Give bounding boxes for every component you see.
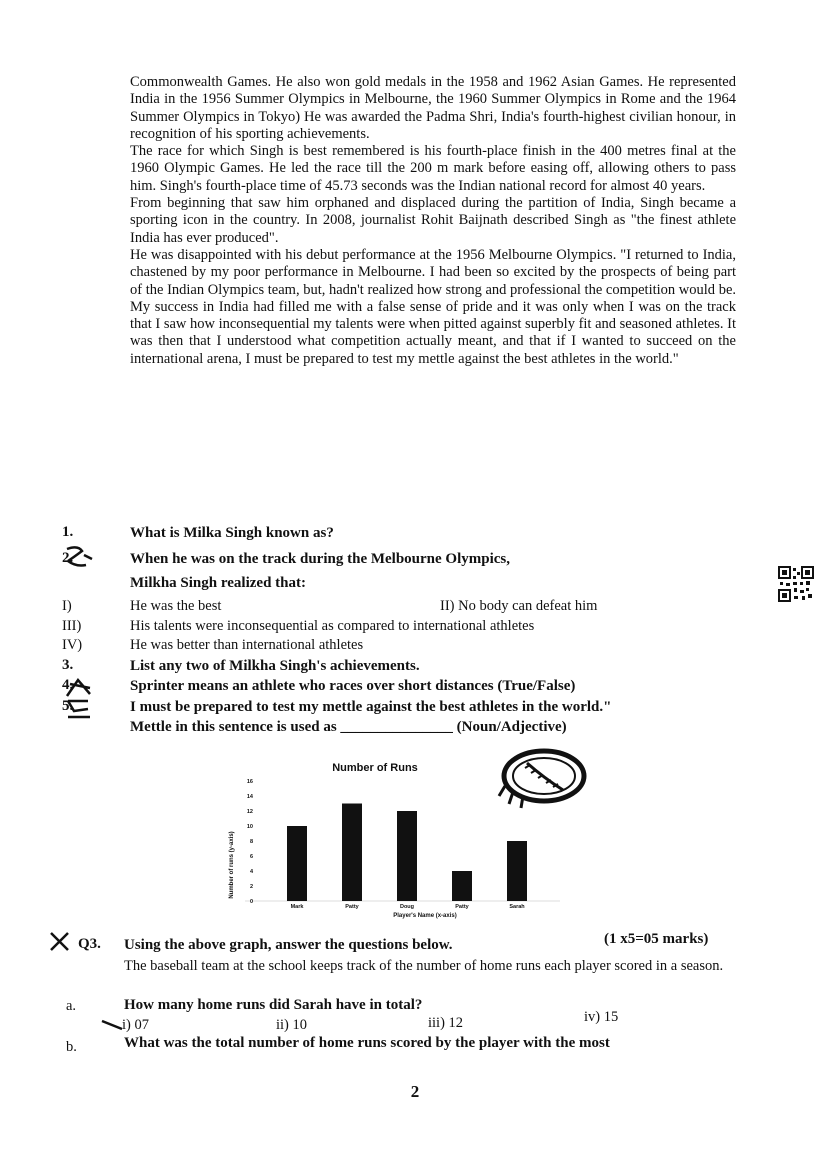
question-a-option-3: iii) 12 [428, 1015, 464, 1031]
reading-passage [130, 74, 736, 368]
handwritten-mark-icon [64, 697, 94, 727]
q3-number: 3. [62, 657, 74, 673]
q5-text-line1: I must be prepared to test my mettle against the best athletes in the world." [130, 699, 612, 715]
chart-bar [452, 871, 472, 901]
handwritten-mark-icon [64, 545, 94, 579]
chart-y-axis-label: Number of runs (y-axis) [229, 831, 235, 899]
q2-number: 2. [62, 550, 74, 566]
q5-text-line2: Mettle in this sentence is used as _______________ (Noun/Adjective) [130, 719, 567, 735]
chart-y-tick-label: 2 [249, 884, 253, 890]
q2-option-4-number: IV) [62, 637, 83, 653]
q2-option-3: His talents were inconsequential as compared to international athletes [130, 618, 535, 634]
q2-text-line1: When he was on the track during the Melbourne Olympics, [130, 551, 511, 567]
q4-text: Sprinter means an athlete who races over short distances (True/False) [130, 678, 576, 694]
question-a-option-1: i) 07 [122, 1017, 149, 1033]
passage-paragraph-1: Commonwealth Games. He also won gold medals in the 1958 and 1962 Asian Games. He represented India in the 1956 Summer Olympics in Melbourne, the 1960 Summer Olympics in Rome and the 1964 Summer Olympics in Tokyo) He was awarded the Padma Shri, India's fourth-highest civilian honour, in recognition of his sporting achievements. [130, 74, 736, 142]
chart-y-tick-label: 12 [246, 809, 253, 815]
section3-number: Q3. [78, 936, 101, 952]
section3-instruction: Using the above graph, answer the questions below. [124, 937, 453, 953]
chart-y-tick-label: 0 [249, 899, 253, 905]
q3-text: List any two of Milkha Singh's achievements. [130, 658, 420, 674]
chart-title: Number of Runs [332, 762, 418, 774]
handwritten-tick-icon [100, 1014, 124, 1037]
chart-x-tick-label: Doug [399, 904, 415, 910]
chart-y-tick-label: 4 [249, 869, 253, 875]
chart-y-tick-label: 10 [246, 824, 253, 830]
chart-bar [342, 804, 362, 902]
question-b-letter: b. [66, 1039, 77, 1055]
chart-x-tick-label: Mark [290, 904, 304, 910]
question-a-letter: a. [66, 998, 77, 1014]
q2-option-4: He was better than international athletes [130, 637, 364, 653]
q5-number: 5. [62, 698, 74, 714]
q2-option-1-number: I) [62, 598, 72, 614]
chart-y-tick-label: 16 [246, 779, 253, 785]
chart-y-tick-label: 6 [249, 854, 253, 860]
question-b-text: What was the total number of home runs scored by the player with the most [124, 1035, 610, 1051]
chart-x-tick-label: Patty [455, 904, 469, 910]
handwritten-mark-icon [48, 930, 78, 962]
q4-number: 4. [62, 677, 74, 693]
q1-number: 1. [62, 524, 74, 540]
chart-bar [507, 841, 527, 901]
passage-paragraph-4: He was disappointed with his debut performance at the 1956 Melbourne Olympics. "I returned to India, chastened by my poor performance in Melbourne. I had been so excited by the prospects of being part of the Indian Olympics team, but, hadn't realized how strong and professional the competition would be. My success in India had filled me with a false sense of pride and it was only when I was on the track that I saw how inconsequential my talents were when pitted against superbly fit and seasoned athletes. It was then that I understood what competition actually meant, and that if I wanted to succeed on the international arena, I must be prepared to test my mettle against the best athletes in the world." [130, 246, 737, 367]
chart-bar [397, 811, 417, 901]
chart-x-tick-label: Sarah [509, 904, 525, 910]
passage-paragraph-2: The race for which Singh is best remembered is his fourth-place finish in the 400 metres final at the 1960 Olympic Games. He led the race till the 200 m mark before easing off, allowing others to pass him. Singh's fourth-place time of 45.73 seconds was the Indian national record for almost 40 years. [130, 143, 736, 194]
q2-option-1: He was the best [130, 598, 222, 614]
question-a-option-2: ii) 10 [276, 1017, 308, 1033]
q2-option-2: II) No body can defeat him [440, 598, 598, 614]
question-a-option-4: iv) 15 [584, 1009, 619, 1025]
q2-text-line2: Milkha Singh realized that: [130, 575, 306, 591]
passage-paragraph-3: From beginning that saw him orphaned and displaced during the partition of India, Singh became a sporting icon in the country. In 2008, journalist Rohit Baijnath described Singh as "the finest athlete India has ever produced". [130, 195, 736, 246]
chart-x-axis-label: Player's Name (x-axis) [393, 913, 457, 919]
section3-marks: (1 x5=05 marks) [604, 931, 709, 947]
qr-code-icon [778, 566, 814, 602]
chart-bar [287, 826, 307, 901]
page-number: 2 [410, 1082, 420, 1101]
question-a-text: How many home runs did Sarah have in total? [124, 997, 423, 1013]
baseball-clipart-icon [497, 748, 587, 810]
q2-option-3-number: III) [62, 618, 82, 634]
chart-y-tick-label: 14 [246, 794, 253, 800]
section3-intro: The baseball team at the school keeps track of the number of home runs each player scored in a season. [124, 958, 724, 974]
chart-y-tick-label: 8 [249, 839, 253, 845]
q1-text: What is Milka Singh known as? [130, 525, 334, 541]
chart-x-tick-label: Patty [345, 904, 359, 910]
